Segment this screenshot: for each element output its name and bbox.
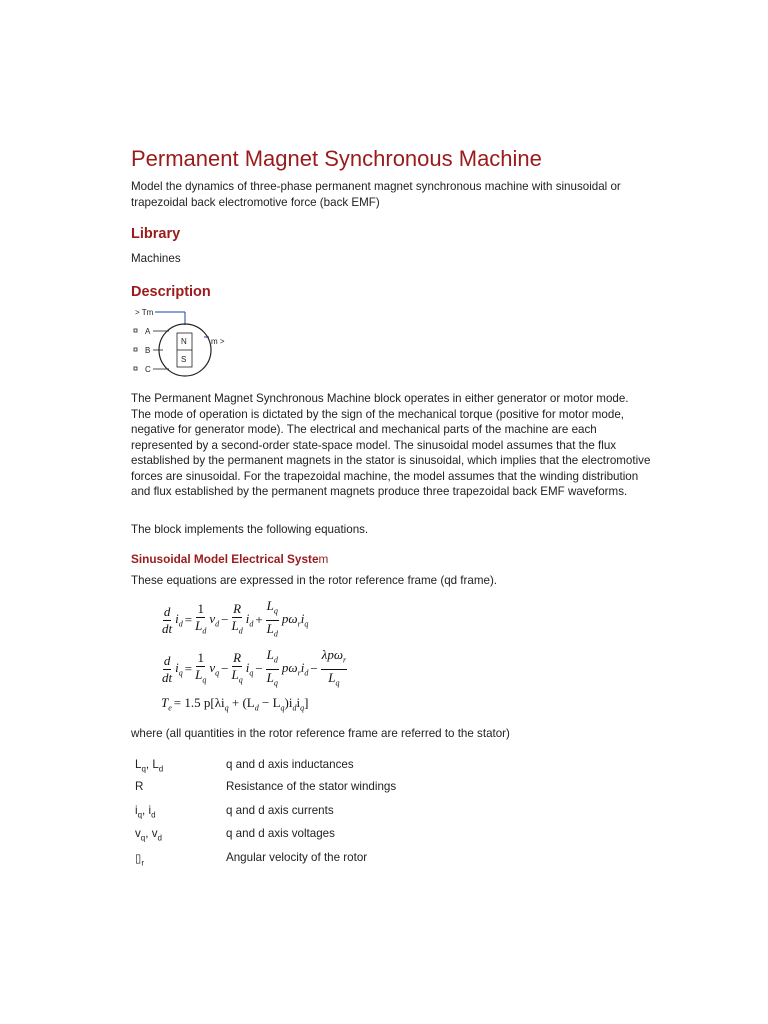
port-b-label: B xyxy=(145,346,151,355)
symbol-angular-velocity: $▯_r$ xyxy=(135,852,145,868)
description-paragraph: The Permanent Magnet Synchronous Machine block operates in either generator or motor mode. The mode of operation is dictated by the sign of the mechanical torque (positive for motor mode, negative for generator mode). The electrical and mechanical parts of the machine are each represented by a second-order state-space model. The sinusoidal model assumes that the flux established by the permanent magnets in the stator is sinusoidal, which implies that the electromotive forces are sinusoidal. For the trapezoidal machine, the model assumes that the winding distribution and flux established by the permanent magnets produce three trapezoidal back EMF waveforms. xyxy=(131,392,651,498)
pmsm-block-diagram xyxy=(133,307,243,383)
symbol-resistance: R xyxy=(135,780,144,793)
def-inductances: q and d axis inductances xyxy=(226,758,354,771)
def-voltages: q and d axis voltages xyxy=(226,827,335,840)
port-b-icon xyxy=(134,348,137,351)
def-angular-velocity: Angular velocity of the rotor xyxy=(226,851,368,864)
magnet-s-label: S xyxy=(181,355,187,364)
port-a-icon xyxy=(134,329,137,332)
intro-text: Model the dynamics of three-phase permanent magnet synchronous machine with sinusoidal or trapezoidal back electromotive force (back EMF) xyxy=(131,180,621,209)
port-c-icon xyxy=(134,367,137,370)
page-title: Permanent Magnet Synchronous Machine xyxy=(131,146,542,171)
library-heading: Library xyxy=(131,226,181,242)
symbol-currents: $i_q$, $i_d$ xyxy=(135,804,156,820)
symbol-inductances: $L_q$, $L_d$ xyxy=(135,758,164,774)
port-c-label: C xyxy=(145,365,151,374)
symbol-voltages: $v_q$, $v_d$ xyxy=(135,827,162,843)
sinusoidal-heading: Sinusoidal Model Electrical System xyxy=(131,552,329,566)
implements-text: The block implements the following equations. xyxy=(131,523,369,536)
where-text: where (all quantities in the rotor reference frame are referred to the stator) xyxy=(131,727,510,740)
description-heading: Description xyxy=(131,284,211,300)
frame-text: These equations are expressed in the rotor reference frame (qd frame). xyxy=(131,574,498,587)
def-currents: q and d axis currents xyxy=(226,804,334,817)
equation-did-dt: $\frac{d}{dt}$ $i_d$ = $\frac{1}{L_d}$ $v_d$ − $\frac{R}{L_d}$ $i_d$ + $\frac{L_q}{L_d}$ $p\omega_ri_q$ xyxy=(162,598,309,639)
equation-diq-dt: $\frac{d}{dt}$ $i_q$ = $\frac{1}{L_q}$ $v_q$ − $\frac{R}{L_q}$ $i_q$ − $\frac{L_d}{L_q}$ $p\omega_ri_d$ − $\frac{\lambda p\omega_r}{L_q}$ xyxy=(162,647,347,688)
equation-torque: $T_e$ = 1.5 $p[\lambda i_q + (L_d - L_q)i_di_q]$ xyxy=(161,695,309,713)
port-a-label: A xyxy=(145,327,151,336)
def-resistance: Resistance of the stator windings xyxy=(226,780,397,793)
library-value: Machines xyxy=(131,252,181,265)
m-port-label: m > xyxy=(211,337,225,346)
tm-port-label: > Tm xyxy=(135,308,154,317)
magnet-n-label: N xyxy=(181,337,187,346)
